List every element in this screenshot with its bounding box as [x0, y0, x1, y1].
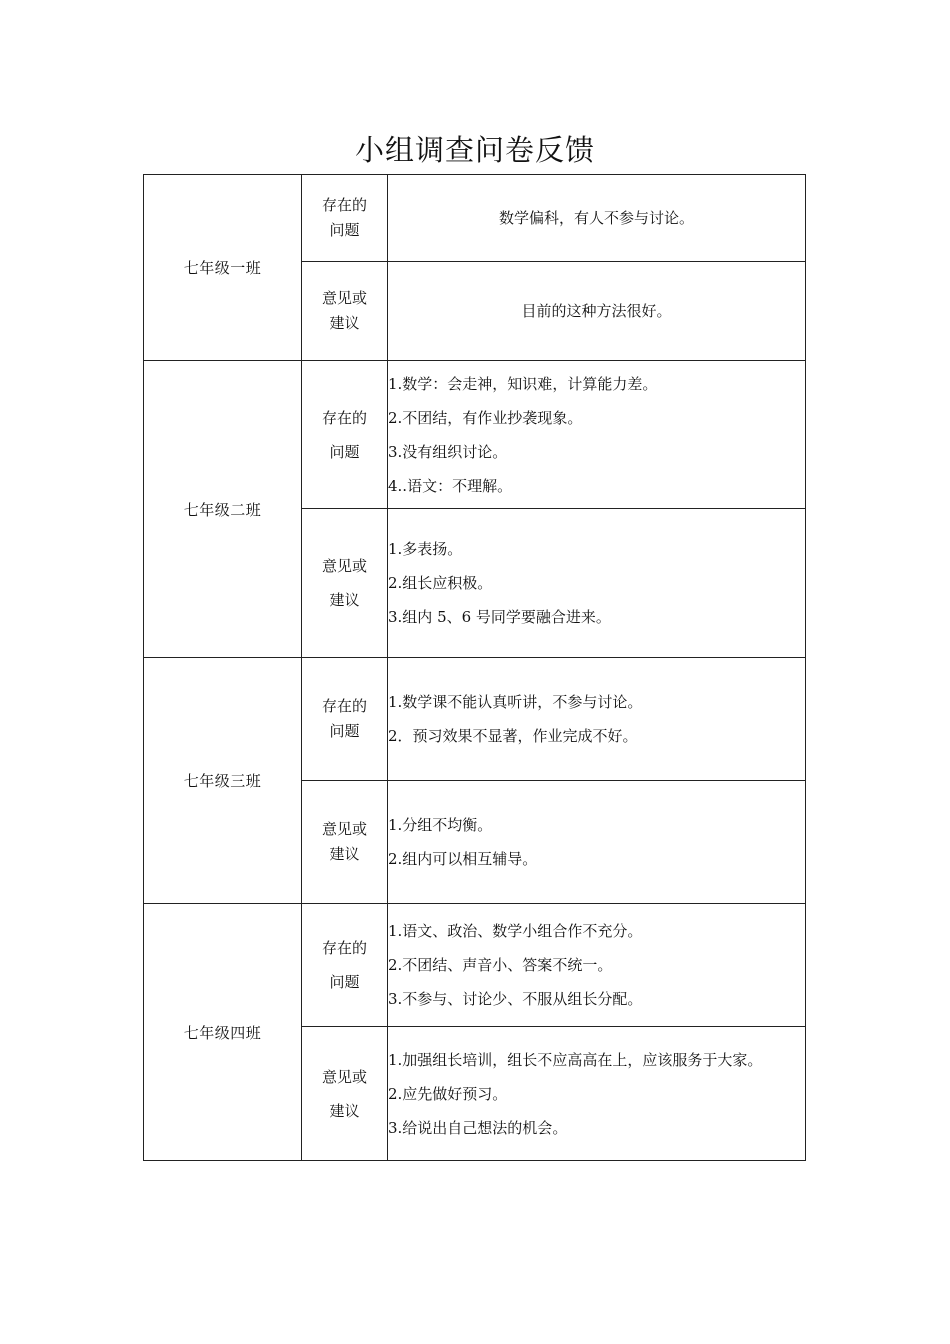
list-item: 3.组内 5、6 号同学要融合进来。 [388, 608, 611, 626]
list-item: 2.应先做好预习。 [388, 1084, 508, 1103]
list-item: 4..语文：不理解。 [388, 476, 513, 495]
problems-label: 存在的 问题 [302, 658, 388, 781]
list-item: 2.组内可以相互辅导。 [388, 850, 538, 868]
list-item: 1.数学课不能认真听讲，不参与讨论。 [388, 693, 643, 711]
table-row [144, 361, 806, 509]
suggestions-content [388, 781, 806, 904]
problems-label: 存在的 问题 [302, 175, 388, 262]
list-item: 3.给说出自己想法的机会。 [388, 1118, 568, 1137]
suggestions-label: 意见或 建议 [302, 509, 388, 658]
problems-content [388, 904, 806, 1027]
class-name: 七年级三班 [144, 658, 302, 904]
class-name: 七年级四班 [144, 904, 302, 1161]
list-item: 2.组长应积极。 [388, 574, 493, 592]
page-title: 小组调查问卷反馈 [354, 133, 595, 167]
problems-content [388, 658, 806, 781]
suggestions-content [388, 262, 806, 361]
table-row [144, 175, 806, 262]
problems-label: 存在的 问题 [302, 361, 388, 509]
suggestions-label: 意见或 建议 [302, 262, 388, 361]
list-item: 1.多表扬。 [388, 540, 463, 558]
list-item: 1.数学：会走神，知识难，计算能力差。 [388, 374, 658, 393]
table-row [144, 658, 806, 781]
suggestions-content [388, 1027, 806, 1161]
list-item: 1.分组不均衡。 [388, 816, 493, 834]
list-item: 1.加强组长培训，组长不应高高在上，应该服务于大家。 [388, 1050, 763, 1069]
list-item: 3.不参与、讨论少、不服从组长分配。 [388, 990, 643, 1008]
list-item: 2.不团结，有作业抄袭现象。 [388, 408, 583, 427]
problems-content [388, 361, 806, 509]
list-item: 3.没有组织讨论。 [388, 442, 508, 461]
suggestions-content [388, 509, 806, 658]
list-item: 2．预习效果不显著，作业完成不好。 [388, 727, 638, 745]
list-item: 2.不团结、声音小、答案不统一。 [388, 956, 613, 974]
list-item: 数学偏科，有人不参与讨论。 [498, 209, 694, 227]
feedback-table [143, 174, 806, 1161]
table-row [144, 904, 806, 1027]
suggestions-label: 意见或 建议 [302, 1027, 388, 1161]
problems-content [388, 175, 806, 262]
suggestions-label: 意见或 建议 [302, 781, 388, 904]
class-name: 七年级一班 [144, 175, 302, 361]
list-item: 1.语文、政治、数学小组合作不充分。 [388, 922, 643, 940]
class-name: 七年级二班 [144, 361, 302, 658]
list-item: 目前的这种方法很好。 [521, 302, 672, 320]
problems-label: 存在的 问题 [302, 904, 388, 1027]
